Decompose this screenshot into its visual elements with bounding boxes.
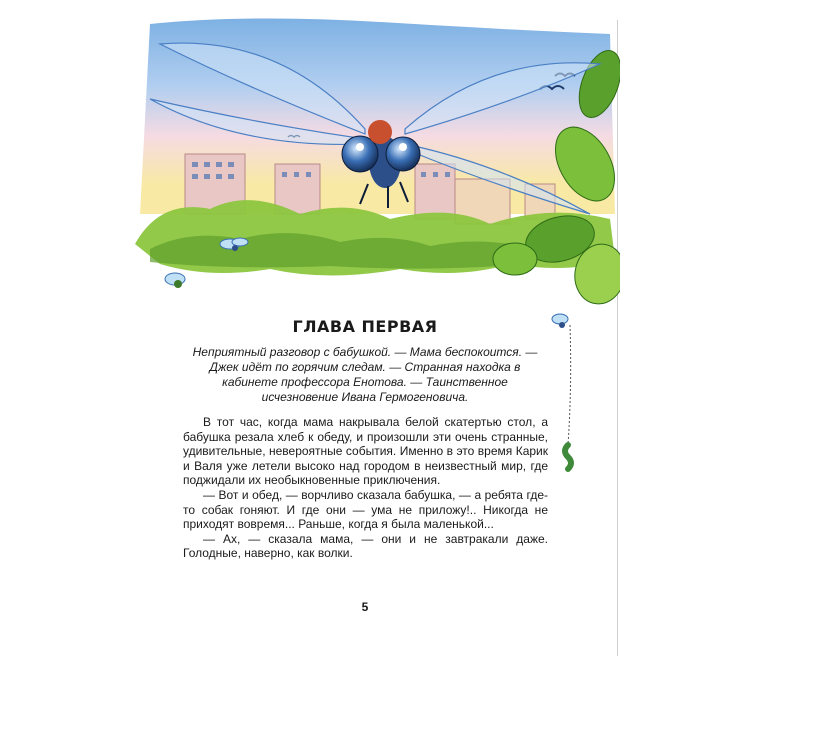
- fly-icon: [165, 273, 185, 288]
- chapter-illustration: [130, 14, 620, 314]
- page-number: 5: [361, 600, 369, 614]
- epigraph-line: Джек идёт по горячим следам. — Странная находка в: [209, 360, 521, 374]
- epigraph-line: исчезновение Ивана Гермогеновича.: [261, 390, 469, 404]
- epigraph-line: кабинете профессора Енотова. — Таинственное: [222, 375, 508, 389]
- chapter-title: ГЛАВА ПЕРВАЯ: [292, 317, 438, 336]
- epigraph-line: Неприятный разговор с бабушкой. — Мама беспокоится. —: [192, 345, 538, 359]
- body-text: [183, 415, 548, 561]
- paragraph: В тот час, когда мама накрывала белой скатертью стол, а бабушка резала хлеб к обеду, и произошли эти очень странные, удивительные, невероятные события. Именно в это время Карик и Валя уже летели высоко над городом в неизвестный мир, где поджидали их необыкновенные приключения.: [183, 415, 548, 488]
- paragraph: — Ах, — сказала мама, — они и не завтракали даже. Голодные, наверно, как волки.: [183, 531, 548, 561]
- caterpillar-on-thread: [548, 305, 588, 475]
- paragraph: — Вот и обед, — ворчливо сказала бабушка, — а ребята где-то собак гоняют. И где они — ума не приложу!.. Никогда не приходят вовремя... Раньше, когда я была маленькой...: [183, 487, 548, 532]
- chapter-epigraph: [180, 345, 550, 405]
